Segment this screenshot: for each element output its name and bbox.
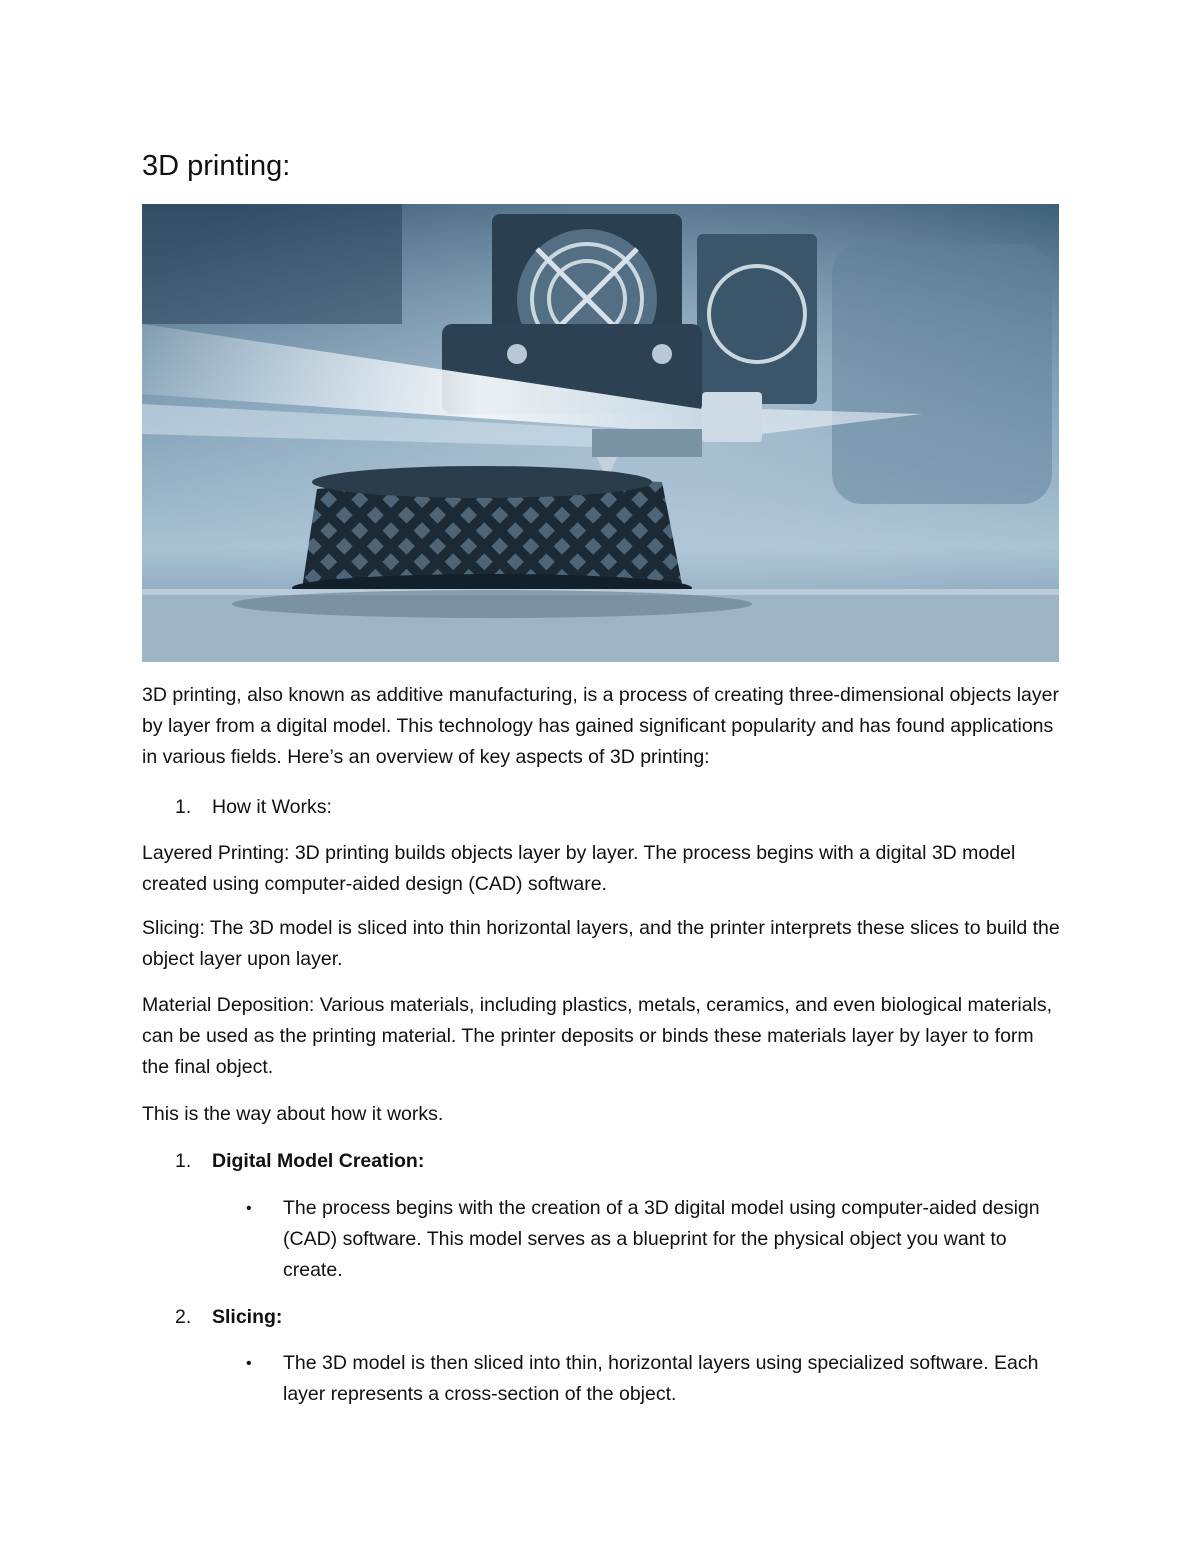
list-item-digital-model-creation [175,1146,424,1177]
bullet-item [246,1348,1066,1410]
list-label: How it Works: [212,796,332,818]
way-text: This is the way about how it works. [142,1103,444,1125]
list-number: 1. [175,796,192,818]
layered-text: Layered Printing: 3D printing builds objects layer by layer. The process begins with a digital 3D model created using computer-aided design (CAD) software. [142,842,1016,895]
bullet-text: The process begins with the creation of a 3D digital model using computer-aided design (CAD) software. This model serves as a blueprint for the physical object you want to create. [283,1197,1040,1281]
material-deposition-paragraph [142,990,1062,1083]
bullet-icon: • [246,1200,252,1217]
slicing-text: Slicing: The 3D model is sliced into thin horizontal layers, and the printer interprets these slices to build the object layer upon layer. [142,917,1060,970]
page-title: 3D printing: [142,150,291,182]
material-text: Material Deposition: Various materials, including plastics, metals, ceramics, and even biological materials, can be used as the printing material. The printer deposits or binds these materials layer by layer to form the final object. [142,994,1053,1078]
list-number: 2. [175,1306,192,1328]
bullet-item [246,1193,1066,1286]
list-number: 1. [175,1150,192,1172]
intro-text: 3D printing, also known as additive manufacturing, is a process of creating three-dimensional objects layer by layer from a digital model. This technology has gained significant popularity and has found applications in various fields. Here’s an overview of key aspects of 3D printing: [142,684,1059,768]
list-item-how-it-works [175,792,332,823]
list-label: Slicing: [212,1306,283,1328]
intro-paragraph [142,680,1062,773]
list-label: Digital Model Creation: [212,1150,425,1172]
bullet-text: The 3D model is then sliced into thin, horizontal layers using specialized software. Each layer represents a cross-section of the object. [283,1352,1039,1405]
3d-printer-photo [142,204,1059,662]
layered-printing-paragraph [142,838,1062,900]
slicing-paragraph [142,913,1062,975]
way-paragraph [142,1099,1062,1130]
list-item-slicing [175,1302,282,1333]
bullet-icon: • [246,1355,252,1372]
